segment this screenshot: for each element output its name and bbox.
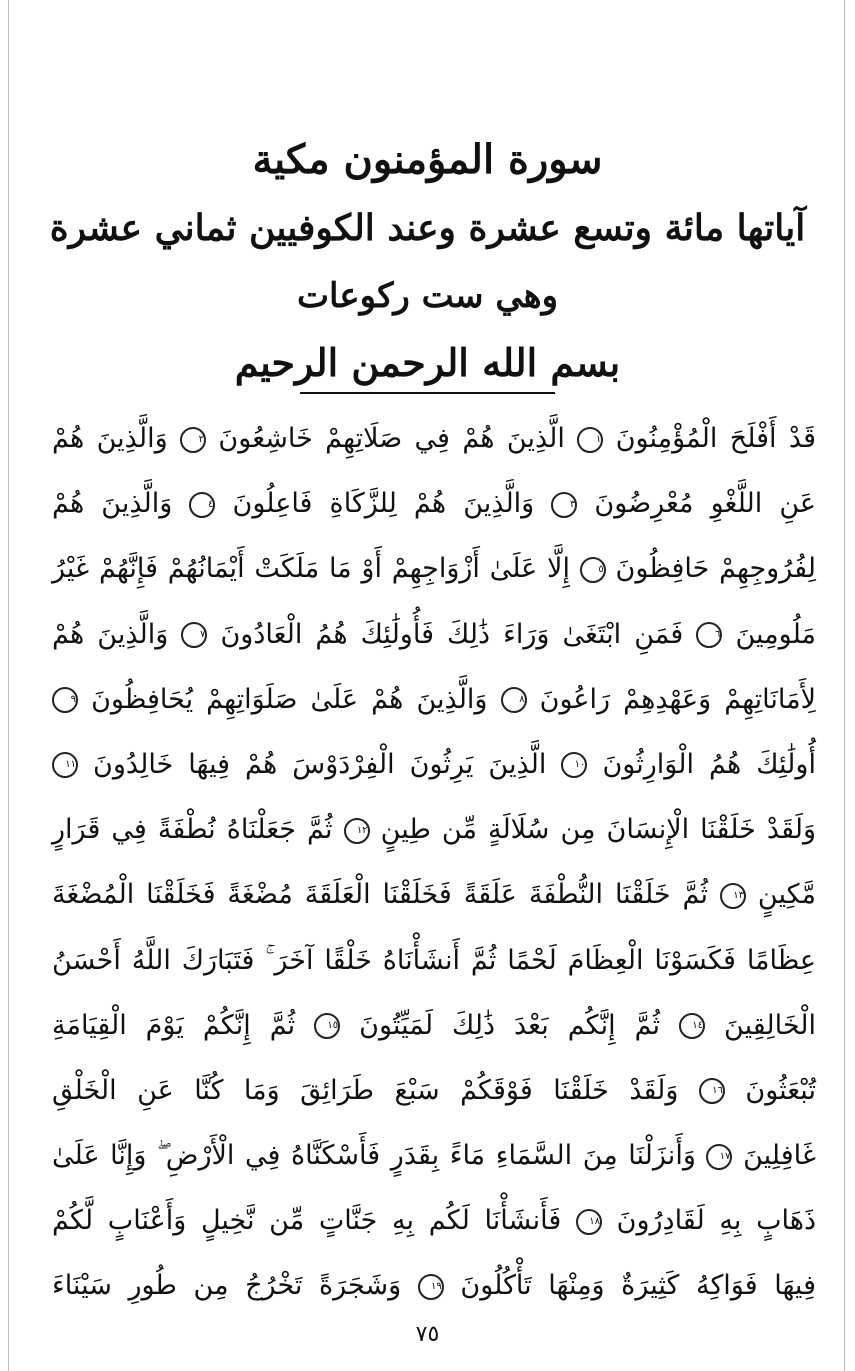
verse-text: وَالَّذِينَ هُمْ (52, 488, 173, 520)
text-line (52, 993, 816, 1058)
verse-end-marker: ١ (577, 427, 603, 453)
verse-text: وَالَّذِينَ هُمْ (52, 618, 169, 650)
verse-text: غَافِلِينَ (743, 1140, 816, 1172)
verse-end-marker: ١٨ (576, 1209, 602, 1235)
verse-text: وَالَّذِينَ هُمْ عَلَىٰ صَلَوَاتِهِمْ يُحَافِظُونَ (91, 683, 488, 715)
verse-text: وَالَّذِينَ هُمْ (52, 423, 168, 454)
verse-text: أُولَٰئِكَ هُمُ الْوَارِثُونَ (602, 748, 816, 780)
verse-end-marker: ١٣ (720, 883, 746, 909)
verse-text: الْخَالِقِينَ (724, 1009, 816, 1041)
verse-text: الَّذِينَ هُمْ فِي صَلَاتِهِمْ خَاشِعُونَ (218, 423, 565, 454)
text-line (52, 536, 816, 601)
verse-text: وَأَنزَلْنَا مِنَ السَّمَاءِ مَاءً بِقَدَرٍ فَأَسْكَنَّاهُ فِي الْأَرْضِ ۖ وَإِنَّا عَلَىٰ (52, 1140, 696, 1172)
verse-end-marker: ١٠ (561, 752, 587, 778)
rukus-note: وهي ست ركوعات (296, 276, 559, 316)
verse-text: وَلَقَدْ خَلَقْنَا فَوْقَكُمْ سَبْعَ طَرَائِقَ وَمَا كُنَّا عَنِ الْخَلْقِ (52, 1074, 679, 1106)
verse-text: مَّكِينٍ (757, 879, 816, 911)
verse-text: فِيهَا فَوَاكِهُ كَثِيرَةٌ وَمِنْهَا تَأْكُلُونَ (460, 1270, 816, 1302)
text-line (52, 471, 816, 536)
verse-text: ثُمَّ خَلَقْنَا النُّطْفَةَ عَلَقَةً فَخَلَقْنَا الْعَلَقَةَ مُضْغَةً فَخَلَقْنَا الْمُضْغَةَ (52, 879, 709, 911)
text-line (52, 797, 816, 862)
verse-end-marker: ١٤ (679, 1013, 705, 1039)
verse-end-marker: ٤ (189, 492, 215, 518)
basmala: بسم الله الرحمن الرحيم (234, 340, 621, 385)
text-line (52, 928, 816, 993)
verse-text: وَالَّذِينَ هُمْ لِلزَّكَاةِ فَاعِلُونَ (232, 488, 535, 520)
verse-text: ثُمَّ إِنَّكُمْ يَوْمَ الْقِيَامَةِ (52, 1009, 296, 1041)
verse-end-marker: ٣ (551, 492, 577, 518)
verse-text: مَلُومِينَ (735, 618, 816, 650)
verse-end-marker: ٩ (52, 687, 78, 713)
verse-count-note: آياتها مائة وتسع عشرة وعند الكوفيين ثماني عشرة (49, 207, 806, 249)
page-number: ٧٥ (415, 1322, 440, 1347)
verse-text: لِأَمَانَاتِهِمْ وَعَهْدِهِمْ رَاعُونَ (539, 683, 816, 715)
text-line (52, 602, 816, 667)
verse-text: قَدْ أَفْلَحَ الْمُؤْمِنُونَ (615, 423, 817, 454)
verse-text: وَلَقَدْ خَلَقْنَا الْإِنسَانَ مِن سُلَالَةٍ مِّن طِينٍ (380, 814, 817, 846)
verse-end-marker: ٧ (181, 622, 207, 648)
verse-text: تُبْعَثُونَ (745, 1074, 816, 1106)
verse-text: عَنِ اللَّغْوِ مُعْرِضُونَ (594, 488, 816, 520)
verse-end-marker: ١٢ (344, 818, 370, 844)
verse-end-marker: ١٥ (314, 1013, 340, 1039)
verse-text: لِفُرُوجِهِمْ حَافِظُونَ (615, 553, 817, 585)
verse-end-marker: ١٧ (706, 1144, 732, 1170)
verse-text: عِظَامًا فَكَسَوْنَا الْعِظَامَ لَحْمًا ثُمَّ أَنشَأْنَاهُ خَلْقًا آخَرَ ۚ فَتَبَارَكَ اللَّهُ أَحْسَنُ (52, 944, 816, 976)
verse-end-marker: ٥ (580, 557, 606, 583)
verse-end-marker: ١١ (52, 752, 78, 778)
text-line (52, 732, 816, 797)
verse-end-marker: ١٩ (418, 1274, 444, 1300)
verse-text: إِلَّا عَلَىٰ أَزْوَاجِهِمْ أَوْ مَا مَلَكَتْ أَيْمَانُهُمْ فَإِنَّهُمْ غَيْرُ (52, 553, 570, 585)
text-line (52, 1188, 816, 1253)
surah-title: سورة المؤمنون مكية (252, 136, 603, 183)
verse-text: فَمَنِ ابْتَغَىٰ وَرَاءَ ذَٰلِكَ فَأُولَٰئِكَ هُمُ الْعَادُونَ (220, 618, 684, 650)
verse-text: ذَهَابٍ بِهِ لَقَادِرُونَ (616, 1205, 816, 1237)
quran-text-block (52, 406, 816, 1319)
text-line (52, 1123, 816, 1188)
verse-end-marker: ٢ (180, 427, 206, 453)
verse-text: ثُمَّ إِنَّكُم بَعْدَ ذَٰلِكَ لَمَيِّتُونَ (359, 1009, 661, 1041)
verse-end-marker: ٦ (696, 622, 722, 648)
verse-text: فَأَنشَأْنَا لَكُم بِهِ جَنَّاتٍ مِّن نَّخِيلٍ وَأَعْنَابٍ لَّكُمْ (52, 1205, 562, 1237)
verse-end-marker: ١٦ (699, 1078, 725, 1104)
verse-text: ثُمَّ جَعَلْنَاهُ نُطْفَةً فِي قَرَارٍ (52, 814, 333, 846)
text-line (52, 862, 816, 927)
verse-text: وَشَجَرَةً تَخْرُجُ مِن طُورِ سَيْنَاءَ (52, 1270, 402, 1302)
surah-header (0, 128, 855, 394)
text-line (52, 1253, 816, 1318)
text-line (52, 1058, 816, 1123)
verse-text: الَّذِينَ يَرِثُونَ الْفِرْدَوْسَ هُمْ فِيهَا خَالِدُونَ (93, 748, 547, 780)
text-line (52, 667, 816, 732)
text-line (52, 406, 816, 471)
verse-end-marker: ٨ (501, 687, 527, 713)
